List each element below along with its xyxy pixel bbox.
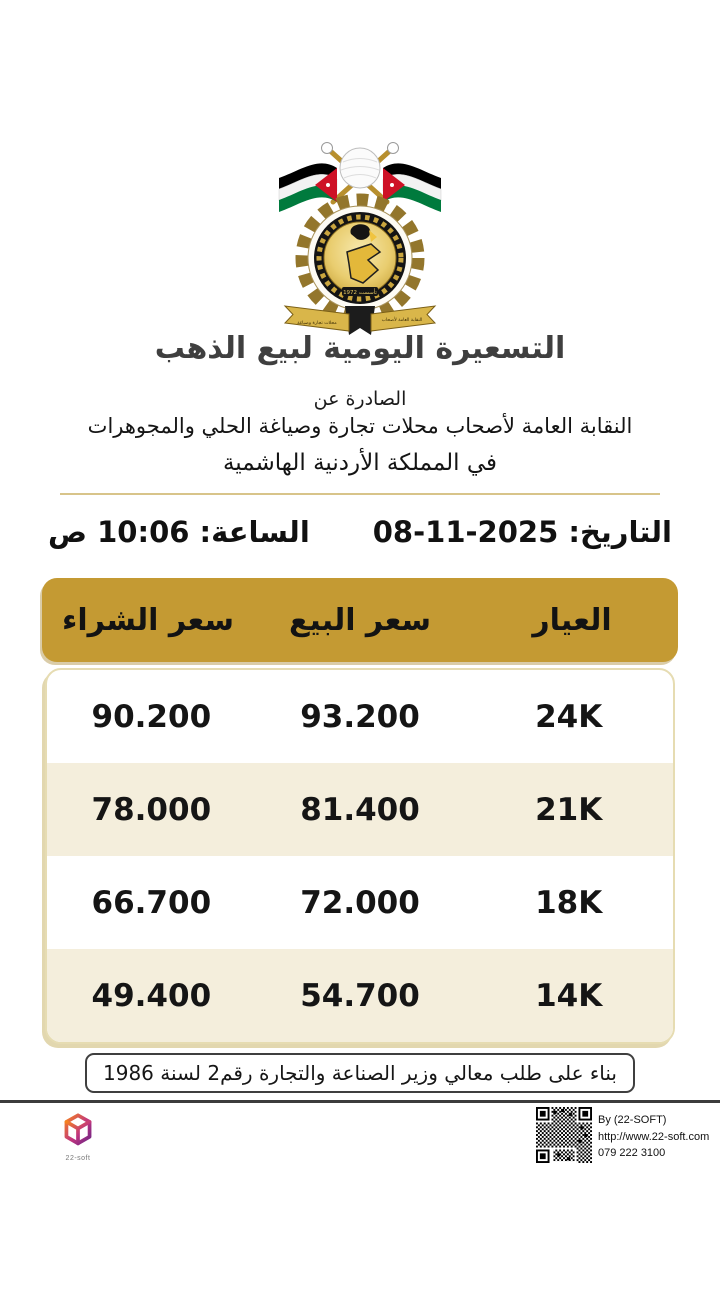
sell-price-cell: 81.400 — [300, 791, 420, 828]
karat-cell: 24K — [535, 698, 603, 735]
credit-by: By (22-SOFT) — [598, 1114, 667, 1126]
gear-emblem-icon — [304, 202, 416, 314]
sell-price-cell: 72.000 — [300, 884, 420, 921]
time-value: 10:06 ص — [48, 515, 190, 549]
qr-code-icon — [536, 1107, 592, 1163]
credit-phone: 079 222 3100 — [598, 1147, 666, 1159]
time-group — [48, 515, 310, 549]
buy-price-cell: 66.700 — [91, 884, 212, 921]
date-label: التاريخ: — [568, 515, 672, 549]
buy-price-cell: 49.400 — [91, 977, 212, 1014]
22soft-brand — [58, 1112, 98, 1162]
column-header-karat: العيار — [532, 602, 612, 638]
page-title: التسعيرة اليومية لبيع الذهب — [154, 331, 566, 366]
jordan-flag-right-icon — [383, 163, 441, 212]
time-label: الساعة: — [199, 515, 310, 549]
ribbon-left-label: محلات تجارة وصياغة — [297, 321, 337, 326]
karat-cell: 21K — [535, 791, 603, 828]
date-value: 08-11-2025 — [372, 515, 559, 549]
credit-url: http://www.22-soft.com — [598, 1130, 710, 1143]
table-row — [47, 670, 673, 763]
price-table-header — [42, 578, 678, 662]
column-header-buy: سعر الشراء — [62, 602, 234, 638]
table-row — [47, 763, 673, 856]
sell-price-cell: 54.700 — [300, 977, 420, 1014]
karat-cell: 14K — [535, 977, 603, 1014]
buy-price-cell: 90.200 — [91, 698, 212, 735]
karat-cell: 18K — [535, 884, 603, 921]
org-name: النقابة العامة لأصحاب محلات تجارة وصياغة الحلي والمجوهرات — [87, 414, 633, 438]
table-row — [47, 949, 673, 1042]
logo-est-label: تأسست 1972 — [343, 290, 377, 296]
column-header-sell: سعر البيع — [288, 602, 432, 638]
brand-label: 22-soft — [65, 1155, 91, 1162]
credit-block — [598, 1112, 709, 1162]
pearl-icon — [340, 148, 380, 188]
price-table-body — [45, 668, 675, 1044]
country-name: في المملكة الأردنية الهاشمية — [222, 450, 498, 476]
footer-divider — [0, 1100, 720, 1103]
gold-divider — [60, 493, 660, 495]
ribbon-right-label: النقابة العامة لأصحاب — [381, 318, 423, 323]
datetime-row — [48, 508, 672, 556]
date-group — [373, 515, 672, 549]
buy-price-cell: 78.000 — [91, 791, 212, 828]
sell-price-cell: 93.200 — [300, 698, 420, 735]
22soft-logo-icon — [61, 1112, 95, 1150]
ministry-note: بناء على طلب معالي وزير الصناعة والتجارة رقم2 لسنة 1986 — [85, 1053, 635, 1093]
table-row — [47, 856, 673, 949]
issued-by-label: الصادرة عن — [313, 388, 407, 410]
syndicate-logo — [275, 138, 445, 336]
